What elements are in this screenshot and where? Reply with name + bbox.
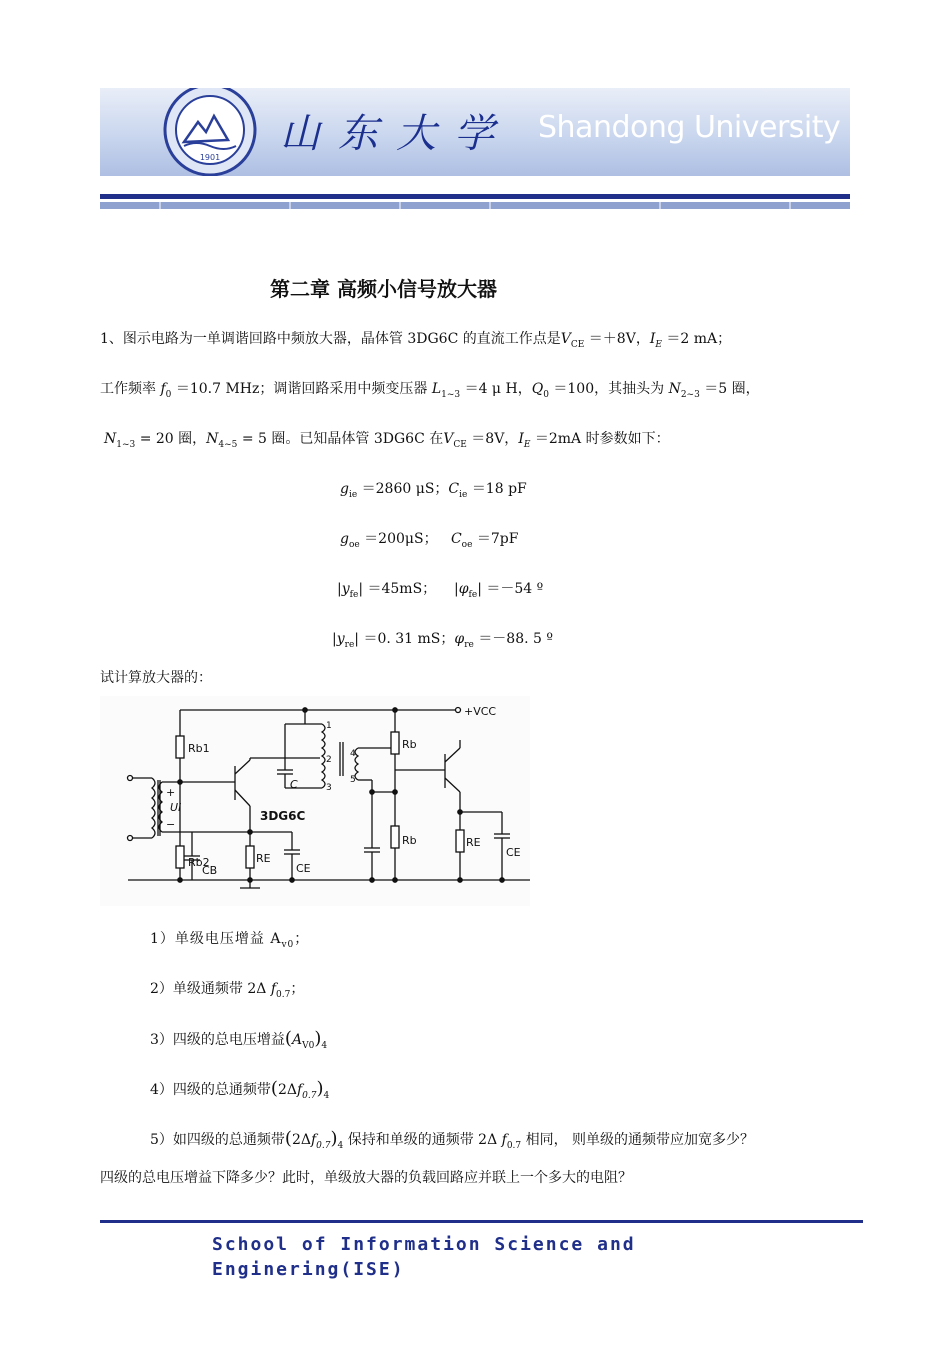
cb-label: CB [202, 864, 218, 877]
c-label: C [290, 778, 298, 791]
vi-minus: − [166, 818, 176, 831]
seal-year: 1901 [199, 153, 221, 162]
re2-label: RE [466, 836, 481, 849]
param-gie-cie: $g_{ie} =2860$ μS；$C_{ie} =18$ pF [340, 481, 527, 500]
university-banner [100, 88, 850, 176]
question-4: 4）四级的总通频带$(2\Delta f_{0.7})_4$ [150, 1078, 330, 1101]
footer-school [212, 1232, 636, 1282]
prompt-text: 试计算放大器的： [100, 670, 212, 686]
problem-line-3: $N_{1\sim 3} = 20$ 圈，$N_{4\sim 5} = 5$ 圈。已知晶体管 3DG6C 在$V_{CE} =8V$，$I_E =2mA$ 时参数如下： [104, 431, 670, 450]
tap-1: 1 [326, 721, 332, 731]
university-seal-icon [162, 88, 258, 176]
question-5-continued: 四级的总电压增益下降多少？此时，单级放大器的负载回路应并联上一个多大的电阻？ [100, 1170, 632, 1186]
chapter-title: 第二章 高频小信号放大器 [270, 277, 497, 301]
header-decor-strip [100, 199, 850, 209]
re-label: RE [256, 852, 271, 865]
param-yfe-phife: $|y_{fe}| =45mS$； $|\varphi_{fe}| =-54$ º [337, 581, 544, 600]
rb-upper-label: Rb [402, 738, 417, 751]
question-2: 2）单级通频带 2Δ $f_{0.7}$； [150, 981, 305, 1000]
vcc-label: +VCC [464, 705, 497, 718]
university-english-name: Shandong University [538, 110, 841, 145]
param-goe-coe: $g_{oe} =200\mu S$； $C_{oe} =7pF$ [340, 531, 519, 550]
rb2-label: Rb2 [188, 856, 210, 869]
ce2-label: CE [506, 846, 521, 859]
param-yre-phire: $|y_{re}| =0$. 31 mS；$\varphi_{re} =-88$. 5 º [332, 631, 553, 650]
question-1: 1）单级电压增益 $A_{v0}$； [150, 931, 310, 950]
ce-label: CE [296, 862, 311, 875]
transistor-label: 3DG6C [260, 809, 306, 823]
footer-divider [100, 1220, 863, 1223]
tap-4: 4 [350, 749, 356, 759]
footer-line-2: Enginering(ISE) [212, 1259, 405, 1280]
question-5: 5）如四级的总通频带$(2\Delta f_{0.7})_4$ 保持和单级的通频带 2Δ $f_{0.7}$ 相同， 则单级的通频带应加宽多少？ [150, 1128, 755, 1151]
footer-line-1: School of Information Science and [212, 1234, 636, 1255]
problem-line-1: 1、图示电路为一单调谐回路中频放大器，晶体管 3DG6C 的直流工作点是$V_{CE} =+8V$，$I_E =2$ mA； [100, 331, 732, 350]
tap-5: 5 [350, 775, 356, 785]
rb-lower-label: Rb [402, 834, 417, 847]
rb1-label: Rb1 [188, 742, 210, 755]
vi-plus: + [166, 786, 176, 799]
circuit-diagram [100, 696, 530, 906]
problem-line-2: 工作频率 $f_0 =10.7$ MHz；调谐回路采用中频变压器 $L_{1\sim 3} =4$ μ H，$Q_0 =100$，其抽头为 $N_{2\sim 3} =5$ 圈， [100, 381, 760, 400]
tap-3: 3 [326, 783, 332, 793]
university-chinese-name: 山东大学 [280, 111, 512, 157]
question-3: 3）四级的总电压增益$(A_{V0})_4$ [150, 1028, 328, 1051]
vi-label: Ui [170, 801, 182, 814]
tap-2: 2 [326, 755, 332, 765]
